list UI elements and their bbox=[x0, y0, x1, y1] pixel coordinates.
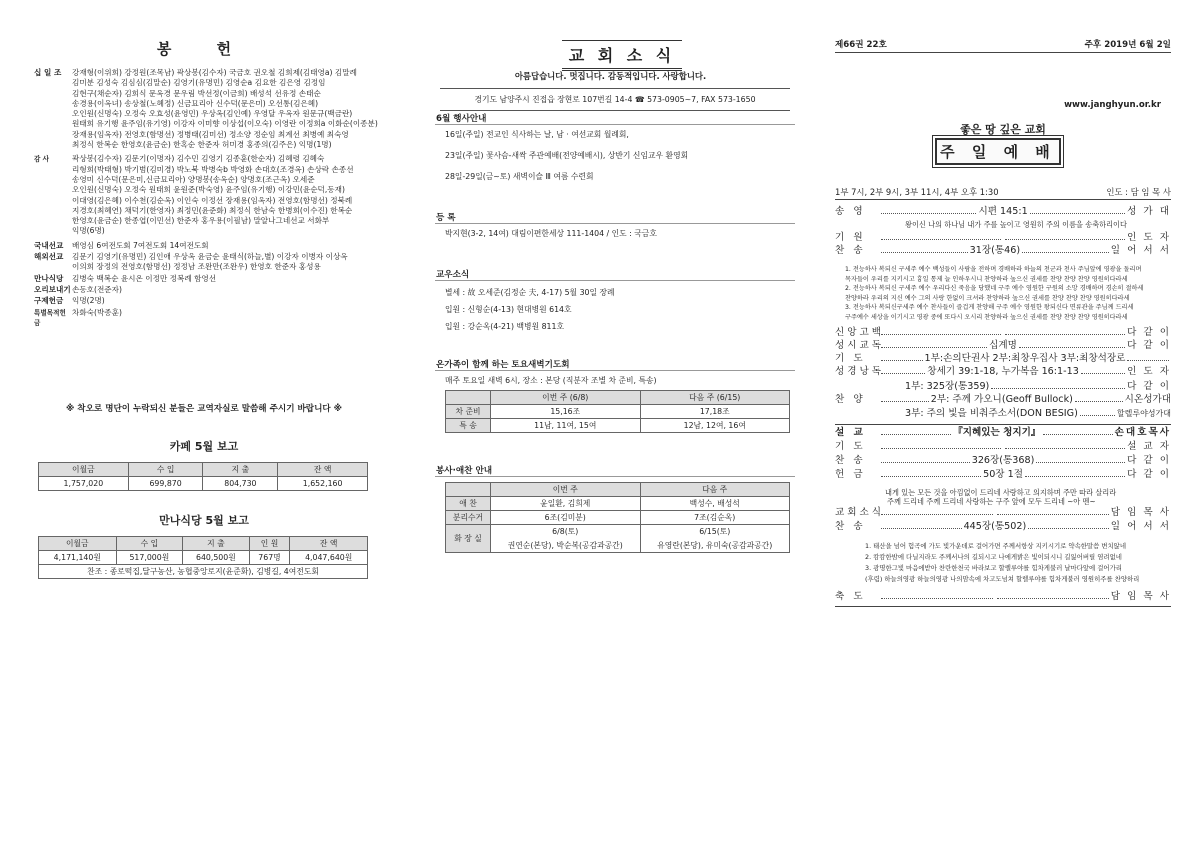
church-tagline: 아름답습니다. 멋집니다. 감동적입니다. 사랑합니다. bbox=[514, 71, 707, 81]
divider bbox=[835, 199, 1171, 200]
dot-leader bbox=[881, 394, 929, 402]
praise-song: 2부: 주께 가오니(Geoff Bullock) bbox=[930, 394, 1073, 405]
worship-item-content: 십계명 bbox=[989, 340, 1017, 351]
praise-row bbox=[835, 408, 1171, 420]
dot-leader bbox=[881, 366, 925, 374]
church-address: 경기도 남양주시 진접읍 장현로 107번길 14-4 ☎ 573-0905~7, FAX 573-1650 bbox=[440, 88, 790, 111]
church-news-column bbox=[430, 0, 790, 848]
dot-leader bbox=[881, 427, 951, 435]
dot-leader bbox=[881, 206, 976, 214]
worship-item-content: 31장(통46) bbox=[969, 245, 1021, 256]
divider bbox=[835, 424, 1171, 425]
worship-item-performer: 다 같 이 bbox=[1127, 340, 1171, 351]
praise-performer: 시온성가대 bbox=[1124, 394, 1171, 405]
dawn-cell: 12남, 12여, 16여 bbox=[640, 419, 790, 433]
service-header: 이번 주 bbox=[491, 483, 641, 497]
manna-report-title: 만나식당 5월 보고 bbox=[159, 514, 249, 527]
dot-leader bbox=[881, 232, 1001, 240]
donor-line: 이의희 장정의 전영호(함명선) 정정남 조완만(조완우) 한영호 한준자 홍성용 bbox=[72, 262, 321, 272]
service-header: 다음 주 bbox=[640, 483, 790, 497]
worship-item-performer: 담 임 목 사 bbox=[1110, 507, 1172, 518]
donor-line: 지경호(최혜연) 채덕기(한영자) 최정민(윤준화) 최정식 한남숙 한병희(이수진) 한복순 bbox=[72, 205, 353, 215]
worship-item-label: 교회소식 bbox=[835, 507, 885, 518]
worship-order-column bbox=[835, 0, 1171, 848]
offering-names bbox=[72, 252, 374, 273]
worship-item-performer: 다 같 이 bbox=[1127, 327, 1171, 338]
worship-item-content: 50장 1절 bbox=[983, 469, 1023, 480]
manna-cell: 767명 bbox=[249, 551, 290, 565]
manna-cell: 517,000원 bbox=[116, 551, 183, 565]
worship-item-row bbox=[835, 469, 1171, 481]
registration-item: 박지현(3-2, 14여) 대림이편한세상 111-1404 / 인도 : 국금호 bbox=[445, 229, 657, 238]
donor-line: 김현구(채순자) 김희식 문옥경 문우림 박선정(이금희) 배성석 선유정 손태순 bbox=[72, 88, 321, 98]
hymn-lyric-line: 3. 광명한그빛 마음에받아 찬란한천국 바라보고 할렐루야를 힘차게불러 날마다앞에 걸어가리 bbox=[865, 564, 1122, 572]
divider bbox=[435, 223, 795, 224]
worship-item-row bbox=[835, 455, 1171, 467]
service-cell: 윤일환, 김희제 bbox=[491, 497, 641, 511]
dot-leader bbox=[1043, 427, 1113, 435]
worship-item-row bbox=[835, 591, 1171, 603]
offering-category-row bbox=[34, 296, 374, 306]
worship-item-label: 설 교 bbox=[835, 427, 866, 438]
dot-leader bbox=[997, 591, 1109, 599]
june-event-item: 23일(주일) 꽃사슴-새싹 주관예배(전양예배시), 상반기 신임교우 환영회 bbox=[445, 151, 689, 160]
offering-names bbox=[72, 308, 374, 329]
dot-leader bbox=[991, 381, 1125, 389]
bulletin-date: 주후 2019년 6월 2일 bbox=[1084, 40, 1171, 50]
dawn-header bbox=[446, 391, 491, 405]
dot-leader bbox=[1005, 327, 1125, 335]
dot-leader bbox=[1075, 394, 1123, 402]
praise-service: 1부: 325장(통359) bbox=[905, 381, 990, 392]
manna-header: 지 출 bbox=[183, 537, 250, 551]
dawn-row-label: 차 준비 bbox=[446, 405, 491, 419]
worship-item-label: 신앙고백 bbox=[835, 327, 885, 338]
worship-item-performer: 손대호목사 bbox=[1114, 427, 1171, 438]
worship-item-performer: 다 같 이 bbox=[1127, 469, 1171, 480]
donor-line: 익명(2명) bbox=[72, 296, 105, 306]
dot-leader bbox=[997, 507, 1109, 515]
dot-leader bbox=[1127, 353, 1169, 361]
manna-header: 이월금 bbox=[39, 537, 117, 551]
members-news-item: 입원 : 강순옥(4-21) 백병원 811호 bbox=[445, 322, 564, 331]
offering-category-row bbox=[34, 68, 378, 150]
worship-item-row bbox=[835, 427, 1171, 439]
worship-title: 주 일 예 배 bbox=[935, 138, 1061, 165]
hymn-lyric-line: 1. 전능하사 복되신 구세주 예수 백성들이 사람을 전하며 경배하라 하늘의 천군과 천사 주님앞에 영광을 돌리며 bbox=[845, 266, 1142, 273]
dot-leader bbox=[881, 327, 1001, 335]
worship-item-label: 찬 송 bbox=[835, 245, 866, 256]
worship-item-row bbox=[835, 507, 1171, 519]
dawn-prayer-desc: 매주 토요일 새벽 6시, 장소 : 본당 (직분자 조별 차 준비, 특송) bbox=[445, 376, 657, 385]
worship-item-performer: 일 어 서 서 bbox=[1110, 245, 1172, 256]
opening-verse: 왕이신 나의 하나님 내가 주를 높이고 영원히 주의 이름을 송축하리이다 bbox=[905, 220, 1127, 229]
dawn-cell: 11남, 11여, 15여 bbox=[491, 419, 641, 433]
service-row-label: 화 장 실 bbox=[446, 525, 491, 553]
manna-header: 인 원 bbox=[249, 537, 290, 551]
dawn-prayer-table bbox=[445, 390, 790, 433]
worship-item-label: 송 영 bbox=[835, 206, 866, 217]
offering-category-row bbox=[34, 252, 374, 273]
service-cell: 권연순(본당), 박순복(공감과공간) bbox=[491, 539, 641, 553]
manna-report-table bbox=[38, 536, 368, 579]
worship-item-label: 찬 양 bbox=[835, 394, 866, 405]
manna-note: 찬조 : 종로떡집,달구농산, 농협중앙로지(윤준화), 김병길, 4여전도회 bbox=[39, 565, 368, 579]
donor-line: 장재용(임옥자) 전영호(함명선) 정병태(김미선) 정소양 정순임 최계선 최병예 최숙영 bbox=[72, 129, 349, 139]
donor-line: 차화숙(박종훈) bbox=[72, 307, 122, 317]
hymn-lyric-line: (후렴) 하늘의영광 하늘의영광 나의맘속에 차고도넘쳐 할렐루야를 힘차게불러 영원히주를 찬양하리 bbox=[865, 575, 1140, 583]
donor-line: 이대영(김은혜) 이수천(김순옥) 이인숙 이정선 장재용(임옥자) 전영호(함명선) 정북례 bbox=[72, 195, 353, 205]
offering-names bbox=[72, 296, 374, 306]
worship-item-label: 헌 금 bbox=[835, 469, 866, 480]
service-table bbox=[445, 482, 790, 553]
dot-leader bbox=[1022, 245, 1109, 253]
dot-leader bbox=[1028, 521, 1109, 529]
service-leader: 인도 : 담 임 목 사 bbox=[1106, 187, 1171, 197]
offering-category: 특별목적헌금 bbox=[34, 308, 66, 327]
offering-category: 감 사 bbox=[34, 155, 50, 164]
service-times: 1부 7시, 2부 9시, 3부 11시, 4부 오후 1:30 bbox=[835, 187, 999, 197]
worship-item-label: 기 원 bbox=[835, 232, 866, 243]
service-row-label: 분리수거 bbox=[446, 511, 491, 525]
donor-line: 한영호(윤금순) 한종엽(이민선) 한준자 홍우용(이필남) 말알나그네선교 서화부 bbox=[72, 216, 330, 226]
dot-leader bbox=[881, 469, 981, 477]
donor-line: 김미분 김성숙 김심심(김말순) 김영기(유명민) 김영순a 김요한 김은영 김정임 bbox=[72, 78, 326, 88]
offering-category: 오리보내기 bbox=[34, 284, 71, 294]
dot-leader bbox=[881, 353, 923, 361]
worship-item-row bbox=[835, 232, 1171, 244]
cafe-cell: 699,870 bbox=[128, 477, 203, 491]
divider bbox=[435, 476, 795, 477]
hymn-lyric-line: 구주예수 세상을 이기시고 영광 중에 또다시 오시리 찬양하라 높으신 권세를 찬양 찬양 찬양 영원히다라세 bbox=[845, 314, 1128, 321]
worship-item-row bbox=[835, 340, 1171, 352]
worship-item-content: 『지혜있는 청지기』 bbox=[953, 427, 1041, 438]
dot-leader bbox=[1005, 232, 1125, 240]
registration-heading: 등 록 bbox=[436, 213, 456, 223]
worship-item-label: 기 도 bbox=[835, 441, 866, 452]
offering-names bbox=[72, 274, 374, 284]
dot-leader bbox=[881, 340, 987, 348]
service-cell: 백성수, 배성석 bbox=[640, 497, 790, 511]
dawn-header: 이번 주 (6/8) bbox=[491, 391, 641, 405]
worship-item-label: 성시교독 bbox=[835, 340, 885, 351]
service-cell: 유영란(본당), 유미숙(공감과공간) bbox=[640, 539, 790, 553]
dot-leader bbox=[881, 441, 1001, 449]
dot-leader bbox=[881, 455, 970, 463]
dot-leader bbox=[881, 521, 962, 529]
service-cell: 6/8(토) bbox=[491, 525, 641, 539]
worship-item-performer: 다 같 이 bbox=[1127, 455, 1171, 466]
offerings-list bbox=[34, 68, 378, 329]
dot-leader bbox=[881, 507, 993, 515]
divider bbox=[435, 124, 795, 125]
church-slogan: 좋은 땅 깊은 교회 bbox=[960, 123, 1046, 136]
offering-hymn-line: 주께 드리네 주께 드리네 사랑하는 구주 앞에 모두 드리네 ~아 멘~ bbox=[887, 497, 1096, 506]
divider bbox=[435, 370, 795, 371]
donor-line: 강재형(이위희) 강정원(조목남) 곽상봉(김수자) 국금호 권오철 김희제(김태영a) 김말례 bbox=[72, 68, 357, 77]
donor-line: 리형희(박태형) 박기범(김미경) 박노북 박병숙b 박영화 손대호(조경옥) 손상락 손종선 bbox=[72, 164, 354, 174]
worship-item-performer: 인 도 자 bbox=[1127, 366, 1171, 377]
cafe-cell: 1,757,020 bbox=[39, 477, 129, 491]
offering-category: 십 일 조 bbox=[34, 68, 62, 77]
cafe-cell: 1,652,160 bbox=[278, 477, 368, 491]
service-cell: 7조(김순옥) bbox=[640, 511, 790, 525]
divider bbox=[835, 606, 1171, 607]
offering-category: 만나식당 bbox=[34, 273, 64, 283]
cafe-header: 잔 액 bbox=[278, 463, 368, 477]
donor-line: 오인원(신명숙) 오정숙 원태희 윤원준(박숙영) 윤주임(유기행) 이강민(윤순덕,동재) bbox=[72, 185, 345, 195]
worship-item-row bbox=[835, 441, 1171, 453]
service-header bbox=[446, 483, 491, 497]
cafe-cell: 804,730 bbox=[203, 477, 278, 491]
donor-line: 배영심 6여전도회 7여전도회 14여전도회 bbox=[72, 240, 209, 250]
donor-line: 익명(6명) bbox=[72, 226, 105, 236]
worship-item-performer: 인 도 자 bbox=[1127, 232, 1171, 243]
worship-item-performer: 설 교 자 bbox=[1127, 441, 1171, 452]
worship-item-content: 1부:손의단권사 2부:최창우집사 3부:최창석장로 bbox=[924, 353, 1126, 364]
offering-hymn-line: 내게 있는 모든 것을 아낌없이 드리네 사랑하고 의지하며 주만 따라 살리라 bbox=[885, 488, 1117, 497]
praise-performer: 할렐루야성가대 bbox=[1116, 409, 1171, 418]
hymn-lyric-line: 2. 캄캄한밤에 다닐지라도 주께서나의 길되시고 나에게밝은 빛이되시니 길잃어버릴 염려없네 bbox=[865, 553, 1122, 561]
hymn-lyric-line: 찬양하라 우리의 지신 예수 그의 사랑 한없이 크셔라 찬양하라 높으신 권세를 찬양 찬양 찬양 영원히다라세 bbox=[845, 294, 1130, 302]
offering-category-row bbox=[34, 308, 374, 329]
dot-leader bbox=[1080, 408, 1115, 416]
manna-header: 잔 액 bbox=[290, 537, 368, 551]
service-heading: 봉사·애찬 안내 bbox=[436, 466, 493, 476]
dot-leader bbox=[881, 591, 993, 599]
dot-leader bbox=[1005, 441, 1125, 449]
dot-leader bbox=[1036, 455, 1125, 463]
donor-line: 곽상봉(김수자) 김문기(이명자) 김수민 김영기 김종훈(한순자) 김혜령 김혜숙 bbox=[72, 154, 325, 164]
members-news-heading: 교우소식 bbox=[436, 270, 470, 280]
dot-leader bbox=[1081, 366, 1125, 374]
offering-category-row bbox=[34, 154, 374, 236]
offering-category: 구제헌금 bbox=[34, 296, 64, 306]
dawn-prayer-heading: 온가족이 함께 하는 토요새벽기도회 bbox=[436, 360, 570, 370]
church-news-title: 교 회 소 식 bbox=[562, 40, 682, 71]
praise-row bbox=[835, 394, 1171, 406]
members-news-item: 입원 : 신형순(4-13) 현대병원 614호 bbox=[445, 305, 572, 314]
worship-item-content: 시편 145:1 bbox=[978, 206, 1028, 217]
donor-line: 송영미 신수덕(문은미,신금묘리아) 양명봉(송옥순) 양명호(조근옥) 오세준 bbox=[72, 174, 315, 184]
praise-row bbox=[835, 381, 1171, 393]
hymn-lyric-line: 2. 전능하사 복되신 구세주 예수 우리다신 죽음을 당했네 구주 예수 영원한 구원의 소망 경배하며 경손히 절하세 bbox=[845, 285, 1144, 293]
dot-leader bbox=[1019, 340, 1125, 348]
hymn-lyric-line: 3. 전능하사 복되신구세주 예수 찬사들이 즐겁게 찬양해 구주 예수 영원한 왕되신다 면류관을 주님께 드리세 bbox=[845, 304, 1134, 312]
hymn-lyric-line: 목자들이 우리를 지키시고 흉일 통제 늘 인하우시니 찬양하라 높으신 권세를 찬양 찬양 찬양 영원히다라세 bbox=[845, 275, 1128, 283]
donor-line: 김문기 김영기(유명민) 김인애 우상옥 윤금순 윤태식(하늘,별) 이강자 이병자 이상옥 bbox=[72, 252, 348, 262]
offerings-column bbox=[28, 0, 380, 848]
worship-item-row bbox=[835, 245, 1171, 257]
donor-line: 송경용(이옥녀) 송상철(노혜정) 신금묘리아 신수덕(문은미) 오선통(김은혜) bbox=[72, 98, 319, 108]
divider bbox=[835, 52, 1171, 53]
offerings-title: 봉 헌 bbox=[156, 40, 252, 58]
worship-item-row bbox=[835, 521, 1171, 533]
worship-item-content: 창세기 39:1-18, 누가복음 16:1-13 bbox=[927, 366, 1079, 377]
donor-line: 김병숙 백복순 윤시온 이정만 정복례 함영선 bbox=[72, 273, 217, 283]
offering-category-row bbox=[34, 285, 374, 295]
issue-number: 제66권 22호 bbox=[835, 40, 887, 50]
members-news-item: 별세 : 故 오세준(김정순 夫, 4-17) 5월 30일 장례 bbox=[445, 288, 615, 297]
church-url[interactable]: www.janghyun.or.kr bbox=[1064, 100, 1161, 110]
cafe-header: 지 출 bbox=[203, 463, 278, 477]
omission-notice: ※ 착오로 명단이 누락되신 분들은 교역자실로 말씀해 주시기 바랍니다 ※ bbox=[65, 404, 343, 414]
offering-names bbox=[72, 241, 374, 251]
cafe-report-table bbox=[38, 462, 368, 491]
dot-leader bbox=[881, 245, 968, 253]
worship-item-row bbox=[835, 366, 1171, 378]
praise-performer: 다 같 이 bbox=[1127, 381, 1171, 392]
june-event-item: 16일(주일) 전교인 식사하는 날, 남 · 여선교회 월례회, bbox=[445, 130, 629, 139]
offering-category-row bbox=[34, 241, 374, 251]
cafe-header: 이월금 bbox=[39, 463, 129, 477]
service-times-row bbox=[835, 186, 1171, 198]
dot-leader bbox=[1025, 469, 1125, 477]
cafe-report-title: 카페 5월 보고 bbox=[169, 440, 239, 453]
manna-header: 수 입 bbox=[116, 537, 183, 551]
worship-item-content: 326장(통368) bbox=[971, 455, 1035, 466]
offering-category: 해외선교 bbox=[34, 252, 64, 262]
donor-line: 원태희 유기행 윤주임(유기영) 이강자 이미향 이상섭(이오숙) 이영란 이정희a 이화순(이종분) bbox=[72, 119, 378, 129]
dot-leader bbox=[1030, 206, 1125, 214]
service-cell: 6조(김미분) bbox=[491, 511, 641, 525]
worship-item-performer: 성 가 대 bbox=[1127, 206, 1172, 217]
hymn-lyric-line: 1. 태산을 넘어 험곡에 가도 빛가운데로 걸어가면 주께서항상 지키시기로 약속한말씀 변치않네 bbox=[865, 542, 1126, 550]
worship-item-row bbox=[835, 353, 1171, 365]
offering-names bbox=[72, 68, 378, 150]
offering-names bbox=[72, 285, 374, 295]
offering-category-row bbox=[34, 274, 374, 284]
worship-item-label: 찬 송 bbox=[835, 521, 866, 532]
donor-line: 오인원(신명숙) 오정숙 오효성(윤영민) 우상옥(김인예) 우영달 우옥자 원문규(백금란) bbox=[72, 109, 353, 119]
cafe-header: 수 입 bbox=[128, 463, 203, 477]
june-events-heading: 6월 행사안내 bbox=[436, 114, 487, 124]
divider bbox=[435, 280, 795, 281]
worship-item-label: 축 도 bbox=[835, 591, 866, 602]
service-row-label: 애 찬 bbox=[446, 497, 491, 511]
worship-item-label: 기 도 bbox=[835, 353, 866, 364]
worship-item-label: 찬 송 bbox=[835, 455, 866, 466]
manna-cell: 4,047,640원 bbox=[290, 551, 368, 565]
worship-item-content: 445장(통502) bbox=[963, 521, 1027, 532]
praise-song: 3부: 주의 빛을 비춰주소서(DON BESIG) bbox=[905, 408, 1078, 419]
worship-item-label: 성경낭독 bbox=[835, 366, 885, 377]
offering-names bbox=[72, 154, 374, 236]
dawn-cell: 17,18조 bbox=[640, 405, 790, 419]
manna-cell: 640,500원 bbox=[183, 551, 250, 565]
worship-item-performer: 일 어 서 서 bbox=[1110, 521, 1172, 532]
donor-line: 손동호(전준자) bbox=[72, 284, 122, 294]
manna-cell: 4,171,140원 bbox=[39, 551, 117, 565]
dawn-cell: 15,16조 bbox=[491, 405, 641, 419]
june-event-item: 28일-29일(금~토) 새벽이슬 Ⅲ 여름 수련회 bbox=[445, 172, 594, 181]
worship-item-row bbox=[835, 327, 1171, 339]
dawn-row-label: 특 송 bbox=[446, 419, 491, 433]
donor-line: 최정식 한복순 한영호(윤금순) 한혹순 한준자 허미경 홍종의(김주은) 익명(1명) bbox=[72, 140, 332, 150]
service-cell: 6/15(토) bbox=[640, 525, 790, 539]
dawn-header: 다음 주 (6/15) bbox=[640, 391, 790, 405]
worship-item-performer: 담 임 목 사 bbox=[1110, 591, 1172, 602]
worship-item-row bbox=[835, 206, 1171, 218]
offering-category: 국내선교 bbox=[34, 240, 64, 250]
